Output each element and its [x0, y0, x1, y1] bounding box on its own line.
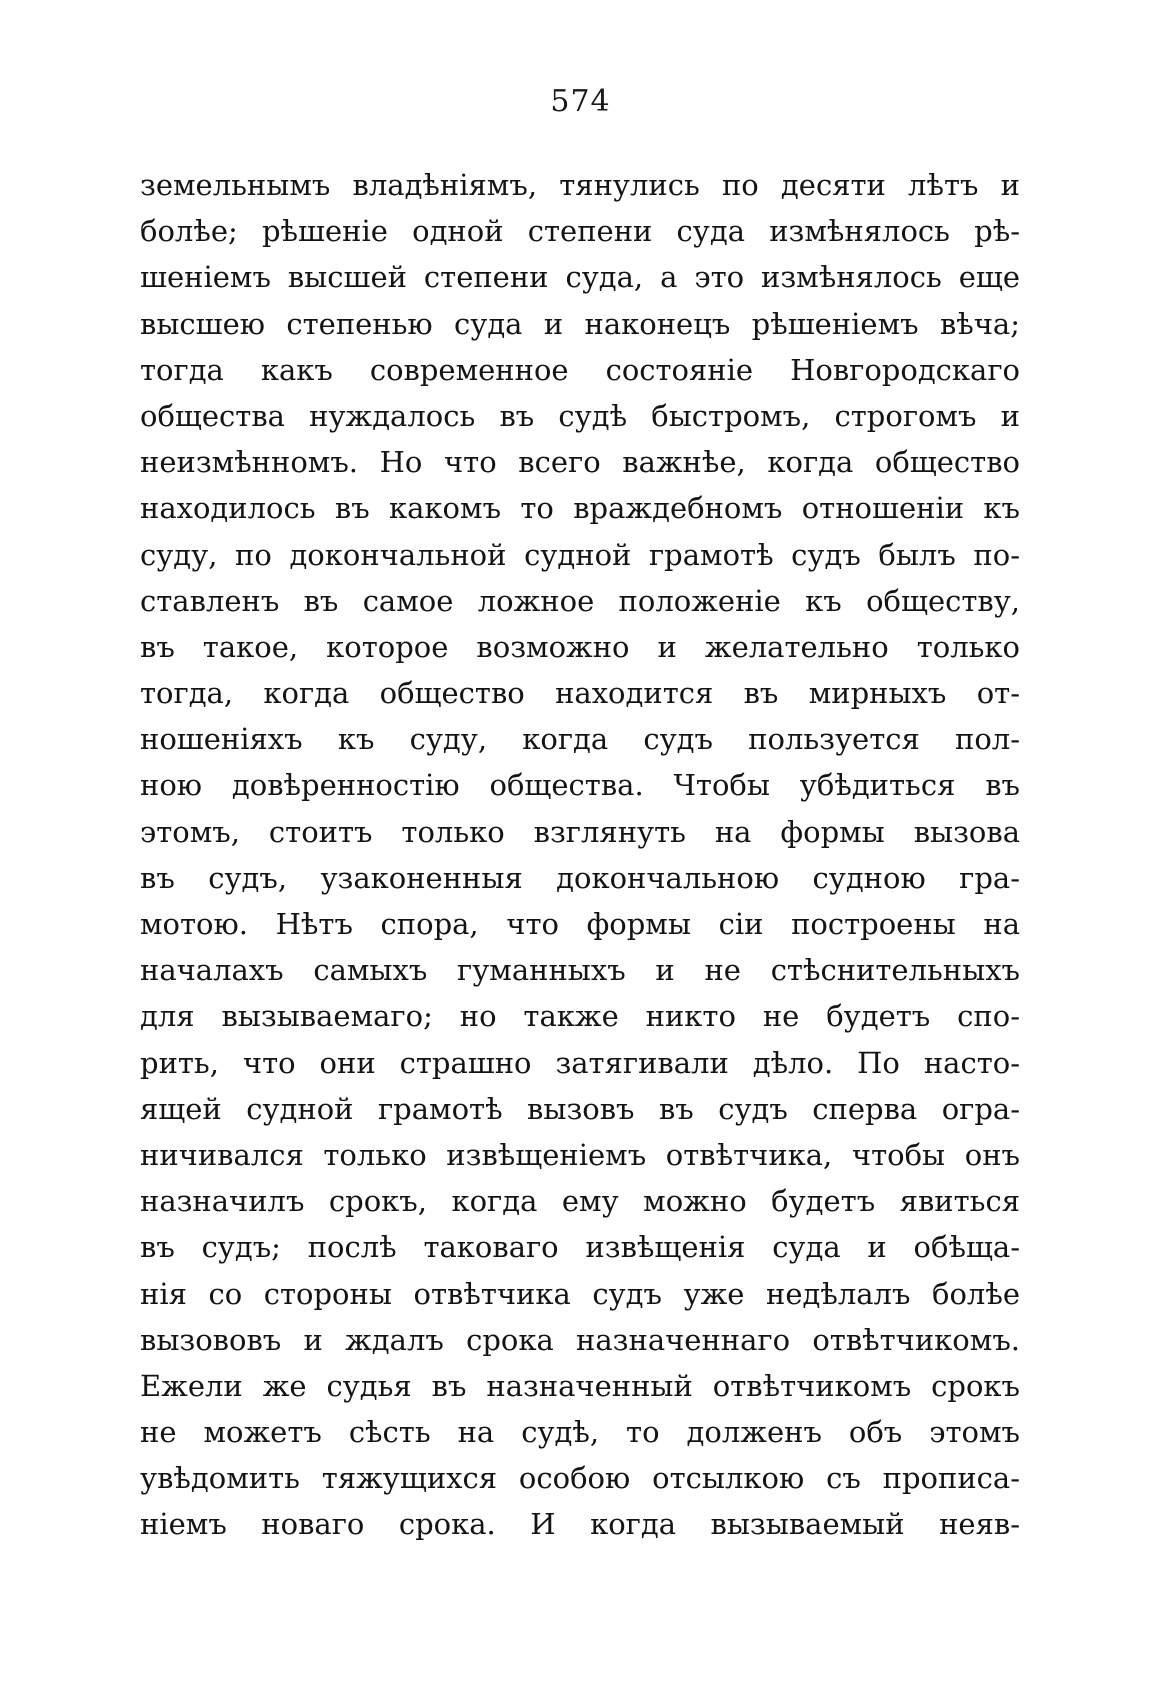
text-line: въ судъ, узаконенныя докончальною судною гра-: [140, 860, 1020, 895]
text-line: мотою. Нѣтъ спора, что формы сіи построены на: [140, 907, 1020, 941]
text-line: общества нуждалось въ судѣ быстромъ, строгомъ и: [140, 398, 1020, 433]
text-line: шеніемъ высшей степени суда, а это измѣнялось еще: [140, 260, 1020, 295]
text-line: неизмѣнномъ. Но что всего важнѣе, когда общество: [140, 445, 1020, 480]
text-line: увѣдомить тяжущихся особою отсылкою съ прописа-: [140, 1461, 1020, 1496]
text-line: вызововъ и ждалъ срока назначеннаго отвѣтчикомъ.: [140, 1322, 1020, 1357]
text-line: ящей судной грамотѣ вызовъ въ судъ сперва огра-: [140, 1091, 1020, 1126]
text-line: началахъ самыхъ гуманныхъ и не стѣснительныхъ: [140, 953, 1020, 988]
text-line: не можетъ сѣсть на судѣ, то долженъ объ этомъ: [140, 1415, 1020, 1450]
text-line: нія со стороны отвѣтчика судъ уже недѣлалъ болѣе: [140, 1276, 1020, 1311]
text-line: болѣе; рѣшеніе одной степени суда измѣнялось рѣ-: [140, 214, 1020, 249]
text-line: высшею степенью суда и наконецъ рѣшеніемъ вѣча;: [140, 306, 1020, 341]
text-line: въ судъ; послѣ таковаго извѣщенія суда и обѣща-: [140, 1230, 1020, 1265]
text-line: Ежели же судья въ назначенный отвѣтчикомъ срокъ: [140, 1368, 1020, 1403]
body-text: [140, 162, 1020, 1548]
text-line: тогда, когда общество находится въ мирныхъ от-: [140, 676, 1020, 711]
text-line: въ такое, которое возможно и желательно только: [140, 629, 1020, 664]
text-line: для вызываемаго; но также никто не будетъ спо-: [140, 999, 1020, 1034]
text-line: назначилъ срокъ, когда ему можно будетъ явиться: [140, 1184, 1020, 1219]
text-line: ношеніяхъ къ суду, когда судъ пользуется пол-: [140, 722, 1020, 757]
text-line: этомъ, стоитъ только взглянуть на формы вызова: [140, 814, 1020, 849]
text-line: суду, по докончальной судной грамотѣ судъ былъ по-: [140, 537, 1020, 572]
page-number: 574: [550, 84, 611, 119]
text-line: рить, что они страшно затягивали дѣло. По насто-: [140, 1045, 1020, 1080]
text-line: ніемъ новаго срока. И когда вызываемый неяв-: [140, 1507, 1020, 1542]
text-line: земельнымъ владѣніямъ, тянулись по десяти лѣтъ и: [140, 168, 1020, 202]
text-line: ничивался только извѣщеніемъ отвѣтчика, чтобы онъ: [140, 1137, 1020, 1172]
text-line: ною довѣренностію общества. Чтобы убѣдиться въ: [140, 768, 1020, 803]
text-line: ставленъ въ самое ложное положеніе къ обществу,: [140, 583, 1020, 618]
text-line: тогда какъ современное состояніе Новгородскаго: [140, 352, 1020, 387]
text-line: находилось въ какомъ то враждебномъ отношеніи къ: [140, 491, 1020, 526]
